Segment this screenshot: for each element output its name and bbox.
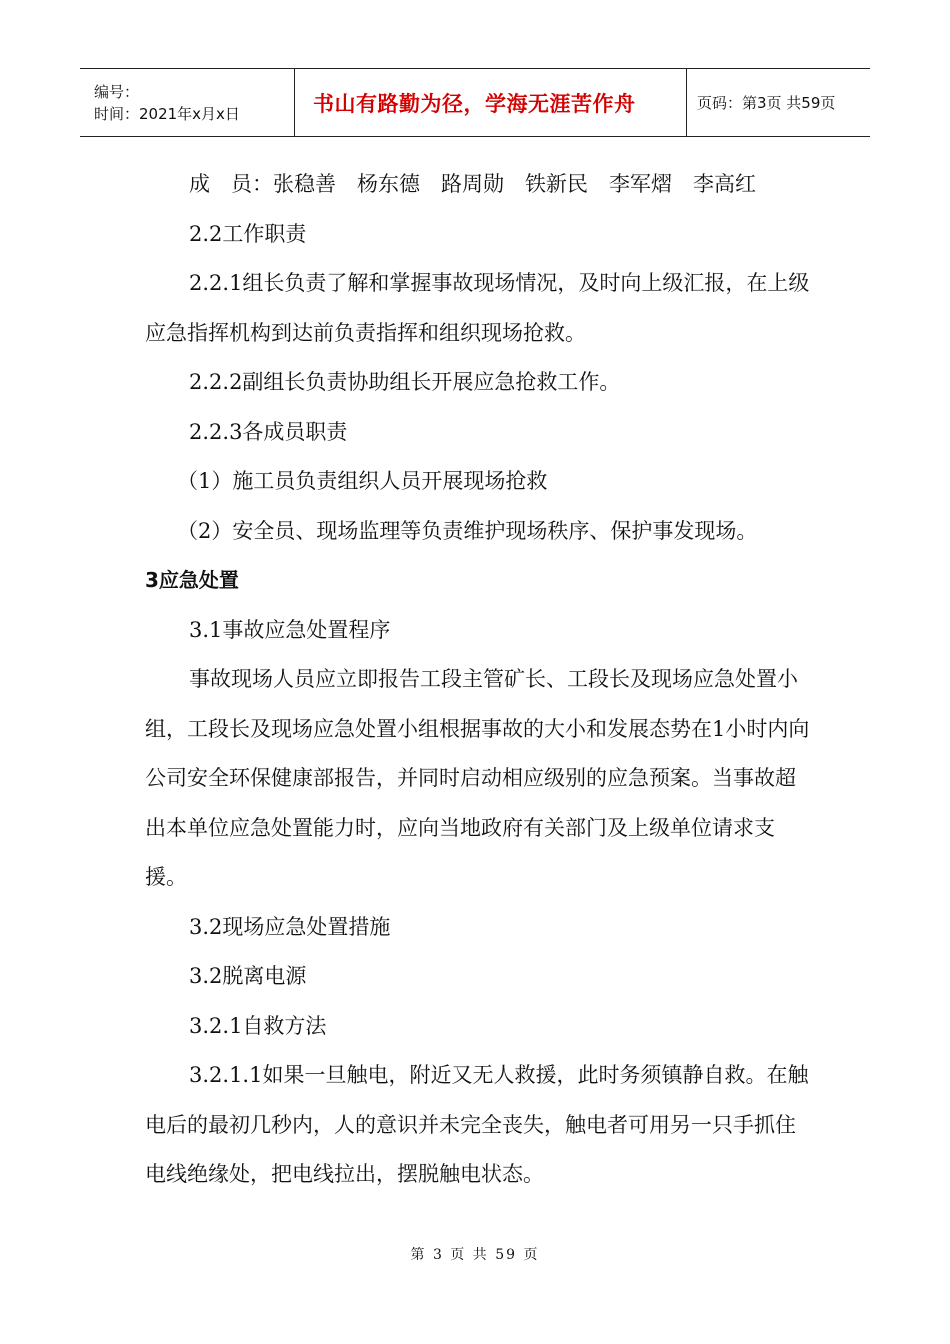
section-3-1-title: 3.1事故应急处置程序 — [189, 617, 391, 642]
section-3-heading: 3应急处置 — [145, 568, 239, 592]
section-3-2-subtitle: 3.2脱离电源 — [189, 964, 307, 988]
header-page-info: 页码：第3页 共59页 — [697, 94, 836, 112]
section-3-1-paragraph: 事故现场人员应立即报告工段主管矿长、工段长及现场应急处置小组，工段长及现场应急处置小组根据事故的大小和发展态势在1小时内向公司安全环保健康部报告，并同时启动相应级别的应急预案。当事故超出本单位应急处置能力时，应向当地政府有关部门及上级单位请求支援。 — [145, 667, 810, 889]
time-label: 时间：2021年x月x日 — [94, 104, 240, 123]
duty-item-2: （2）安全员、现场监理等负责维护现场秩序、保护事发现场。 — [177, 518, 758, 543]
page-footer: 第 3 页 共 59 页 — [410, 1247, 540, 1263]
section-2-2-title: 2.2工作职责 — [189, 221, 307, 246]
header-motto: 书山有路勤为径，学海无涯苦作舟 — [295, 69, 687, 136]
section-3-2-1-1-paragraph: 3.2.1.1如果一旦触电，附近又无人救援，此时务须镇静自救。在触电后的最初几秒内，人的意识并未完全丧失，触电者可用另一只手抓住电线绝缘处，把电线拉出，摆脱触电状态。 — [145, 1063, 809, 1186]
members-line: 成 员：张稳善 杨东德 路周勋 铁新民 李军熠 李高红 — [189, 172, 756, 196]
section-2-2-2-paragraph: 2.2.2副组长负责协助组长开展应急抢救工作。 — [189, 370, 621, 394]
section-2-2-1-paragraph: 2.2.1组长负责了解和掌握事故现场情况，及时向上级汇报，在上级应急指挥机构到达前负责指挥和组织现场抢救。 — [145, 271, 810, 345]
section-3-2-title: 3.2现场应急处置措施 — [189, 914, 391, 939]
number-label: 编号： — [94, 82, 140, 101]
section-3-2-1-title: 3.2.1自救方法 — [189, 1013, 327, 1038]
document-body — [145, 160, 815, 1200]
header-meta — [80, 69, 295, 136]
section-2-2-3-title: 2.2.3各成员职责 — [189, 419, 348, 444]
page-header — [80, 68, 870, 137]
duty-item-1: （1）施工员负责组织人员开展现场抢救 — [177, 469, 548, 493]
